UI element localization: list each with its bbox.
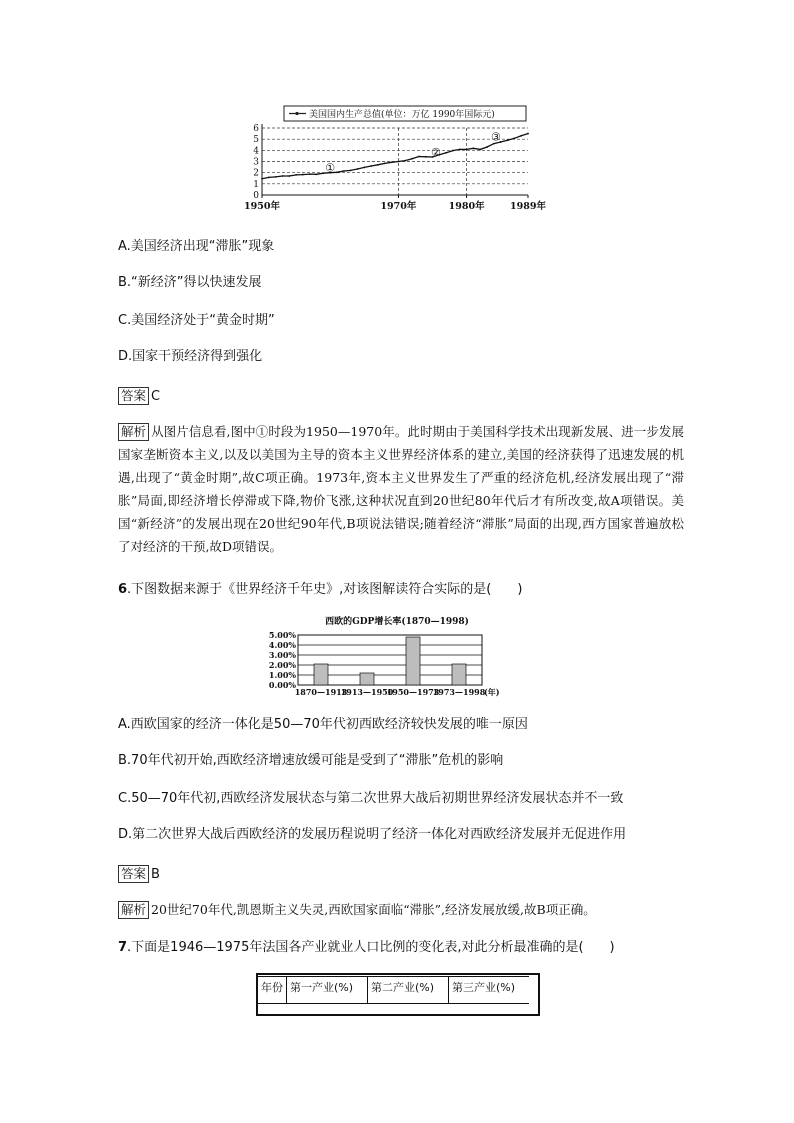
q6-option-b[interactable]: B.70年代初开始,西欧经济增速放缓可能是受到了“滞胀”危机的影响	[118, 753, 504, 768]
y-tick-label: 1.00%	[268, 670, 296, 680]
y-tick-label: 2.00%	[268, 660, 296, 670]
q6-option-d[interactable]: D.第二次世界大战后西欧经济的发展历程说明了经济一体化对西欧经济发展并无促进作用	[118, 827, 627, 842]
y-tick-label: 3.00%	[268, 650, 296, 660]
data-point	[513, 137, 515, 139]
data-point	[452, 150, 454, 152]
q7-stem-text: .下面是1946—1975年法国各产业就业人口比例的变化表,对此分析最准确的是( )	[127, 940, 615, 955]
y-tick-label: 6	[253, 124, 259, 134]
q5-analysis	[118, 420, 684, 558]
data-point	[275, 176, 277, 178]
data-point	[418, 156, 420, 158]
data-point	[357, 168, 359, 170]
data-point	[479, 149, 481, 151]
table-header-primary: 第一产业(%)	[287, 977, 368, 1004]
period-annotation: ②	[430, 146, 441, 160]
y-tick-label: 5.00%	[268, 630, 296, 640]
q6-option-a[interactable]: A.西欧国家的经济一体化是50—70年代初西欧经济较快发展的唯一原因	[118, 717, 528, 732]
bar	[406, 637, 420, 685]
data-point	[404, 160, 406, 162]
q7-table-frame	[256, 973, 540, 1016]
x-tick-label: 1970年	[380, 201, 417, 212]
q7-table	[258, 976, 529, 1004]
x-tick-label: 1989年	[510, 201, 546, 212]
data-point	[363, 167, 365, 169]
y-tick-label: 0	[253, 191, 259, 201]
q5-option-a[interactable]: A.美国经济出现“滞胀”现象	[118, 239, 275, 254]
period-annotation: ①	[325, 161, 336, 175]
q5-answer-row	[118, 387, 160, 406]
chart-title: 西欧的GDP增长率(1870—1998)	[325, 617, 469, 627]
q6-answer-row	[118, 865, 160, 884]
data-point	[282, 175, 284, 177]
x-tick-label: 1950年	[244, 201, 280, 212]
q5-option-b[interactable]: B.“新经济”得以快速发展	[118, 275, 262, 290]
q6-analysis-text: 20世纪70年代,凯恩斯主义失灵,西欧国家面临“滞胀”,经济发展放缓,故B项正确。	[151, 902, 596, 917]
bar	[314, 664, 328, 685]
analysis-tag: 解析	[118, 901, 149, 919]
table-header-tertiary: 第三产业(%)	[449, 977, 530, 1004]
data-point	[466, 149, 468, 151]
q5-answer: C	[151, 389, 161, 404]
q6-option-c[interactable]: C.50—70年代初,西欧经济发展状态与第二次世界大战后初期世界经济发展状态并不一致	[118, 791, 624, 806]
q6-stem	[118, 581, 522, 599]
data-point	[445, 152, 447, 154]
data-point	[377, 164, 379, 166]
data-point	[268, 176, 270, 178]
data-point	[343, 170, 345, 172]
x-tick-label: 1950—1973	[386, 687, 440, 697]
legend-label: 美国国内生产总值(单位：万亿 1990年国际元)	[309, 110, 495, 120]
data-point	[507, 139, 509, 141]
data-point	[288, 175, 290, 177]
data-point	[486, 146, 488, 148]
data-point	[391, 161, 393, 163]
data-point	[295, 174, 297, 176]
table-header-secondary: 第二产业(%)	[368, 977, 449, 1004]
y-tick-label: 4	[253, 146, 259, 157]
q7-stem	[118, 939, 615, 957]
data-point	[527, 133, 529, 135]
q6-number: 6	[118, 582, 128, 597]
q6-analysis	[118, 898, 684, 921]
data-point	[316, 173, 318, 175]
y-tick-label: 3	[253, 157, 259, 168]
x-tick-label: 1980年	[448, 201, 485, 212]
data-point	[322, 172, 324, 174]
data-point	[350, 170, 352, 172]
period-annotation: ③	[491, 130, 501, 144]
q5-option-d[interactable]: D.国家干预经济得到强化	[118, 349, 263, 364]
data-point	[261, 178, 263, 180]
q6-answer: B	[151, 867, 160, 882]
data-point	[520, 135, 522, 137]
us-gdp-line-chart	[240, 104, 560, 216]
answer-tag: 答案	[118, 865, 149, 883]
bar	[452, 664, 466, 685]
data-point	[459, 149, 461, 151]
y-tick-label: 0.00%	[268, 680, 296, 690]
q5-option-c[interactable]: C.美国经济处于“黄金时期”	[118, 313, 275, 328]
bar	[360, 673, 374, 685]
data-point	[336, 171, 338, 173]
data-point	[302, 174, 304, 176]
data-point	[384, 162, 386, 164]
x-tick-label: 1973—1998	[432, 687, 486, 697]
y-tick-label: 4.00%	[268, 640, 296, 650]
data-point	[411, 158, 413, 160]
y-tick-label: 2	[253, 168, 259, 179]
answer-tag: 答案	[118, 387, 149, 405]
table-header-year: 年份	[258, 977, 287, 1004]
data-point	[309, 173, 311, 175]
analysis-tag: 解析	[118, 423, 149, 441]
western-europe-gdp-bar-chart	[262, 612, 532, 702]
y-tick-label: 1	[253, 179, 259, 190]
q6-stem-text: .下图数据来源于《世界经济千年史》,对该图解读符合实际的是( )	[127, 582, 523, 597]
data-point	[398, 161, 400, 163]
x-tick-label: 1870—1913	[294, 687, 348, 697]
x-tick-label: 1913—1950	[340, 687, 394, 697]
data-point	[473, 147, 475, 149]
legend-marker	[295, 112, 298, 115]
table-row	[258, 977, 529, 1004]
q5-analysis-text: 从图片信息看,图中①时段为1950—1970年。此时期由于美国科学技术出现新发展、进一步发展国家垄断资本主义,以及以美国为主导的资本主义世界经济体系的建立,美国的经济获得了迅速发展的机遇,出现了“黄金时期”,故C项正确。1973年,资本主义世界发生了严重的经济危机,经济发展出现了“滞胀”局面,即经济增长停滞或下降,物价飞涨,这种状况直到20世纪80年代后才有所改变,故A项错误。美国“新经济”的发展出现在20世纪90年代,B项说法错误;随着经济“滞胀”局面的出现,西方国家普遍放松了对经济的干预,故D项错误。	[118, 424, 684, 554]
data-point	[425, 156, 427, 158]
y-tick-label: 5	[253, 135, 259, 146]
data-point	[370, 165, 372, 167]
q7-number: 7	[118, 940, 128, 955]
x-axis-unit: (年)	[484, 687, 500, 697]
series-line	[262, 134, 528, 179]
